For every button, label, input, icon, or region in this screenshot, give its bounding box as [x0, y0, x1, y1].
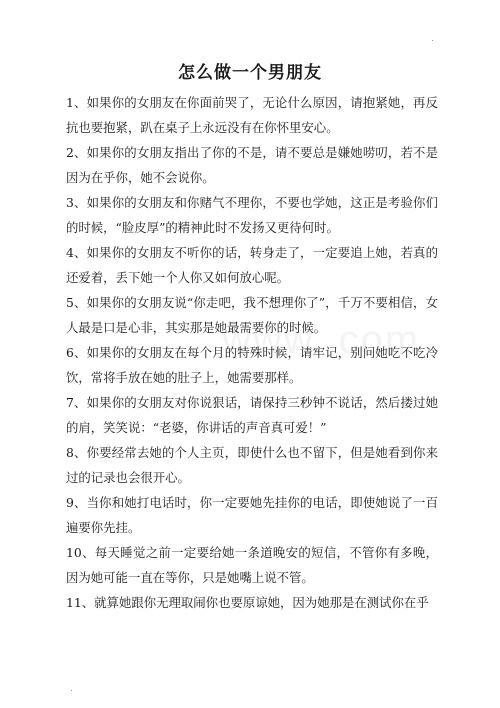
paragraph-3: 3、如果你的女朋友和你赌气不理你，不要也学她，这正是考验你们的时候，“脸皮厚”的精神此时不发扬又更待何时。 — [66, 195, 438, 235]
bottom-corner-mark: · — [70, 685, 73, 695]
paragraph-4: 4、如果你的女朋友不听你的话，转身走了，一定要追上她，若真的还爱着，丢下她一个人你又如何放心呢。 — [66, 245, 438, 285]
paragraph-6: 6、如果你的女朋友在每个月的特殊时候，请牢记，别问她吃不吃冷饮，常将手放在她的肚子上，她需要那样。 — [66, 345, 438, 385]
paragraph-1: 1、如果你的女朋友在你面前哭了，无论什么原因，请抱紧她，再反抗也要抱紧，趴在桌子上永远没有在你怀里安心。 — [66, 95, 438, 135]
paragraph-10: 10、每天睡觉之前一定要给她一条道晚安的短信，不管你有多晚，因为她可能一直在等你，只是她嘴上说不管。 — [66, 545, 438, 585]
paragraph-2: 2、如果你的女朋友指出了你的不是，请不要总是嫌她唠叨，若不是因为在乎你，她不会说你。 — [66, 145, 438, 185]
paragraph-11: 11、就算她跟你无理取闹你也要原谅她，因为她那是在测试你在乎 — [66, 595, 429, 610]
watermark-text — [222, 318, 420, 363]
top-corner-mark: · — [431, 35, 434, 45]
page-title: 怎么做一个男朋友 — [178, 63, 322, 83]
paragraph-7: 7、如果你的女朋友对你说狠话，请保持三秒钟不说话，然后搂过她的肩，笑笑说：“老婆，你讲话的声音真可爱！” — [66, 395, 438, 435]
paragraph-5: 5、如果你的女朋友说“你走吧，我不想理你了”，千万不要相信，女人最是口是心非，其实那是她最需要你的时候。 — [66, 295, 438, 335]
paragraph-9: 9、当你和她打电话时，你一定要她先挂你的电话，即使她说了一百遍要你先挂。 — [66, 495, 438, 535]
paragraph-8: 8、你要经常去她的个人主页，即使什么也不留下，但是她看到你来过的记录也会很开心。 — [66, 445, 438, 485]
